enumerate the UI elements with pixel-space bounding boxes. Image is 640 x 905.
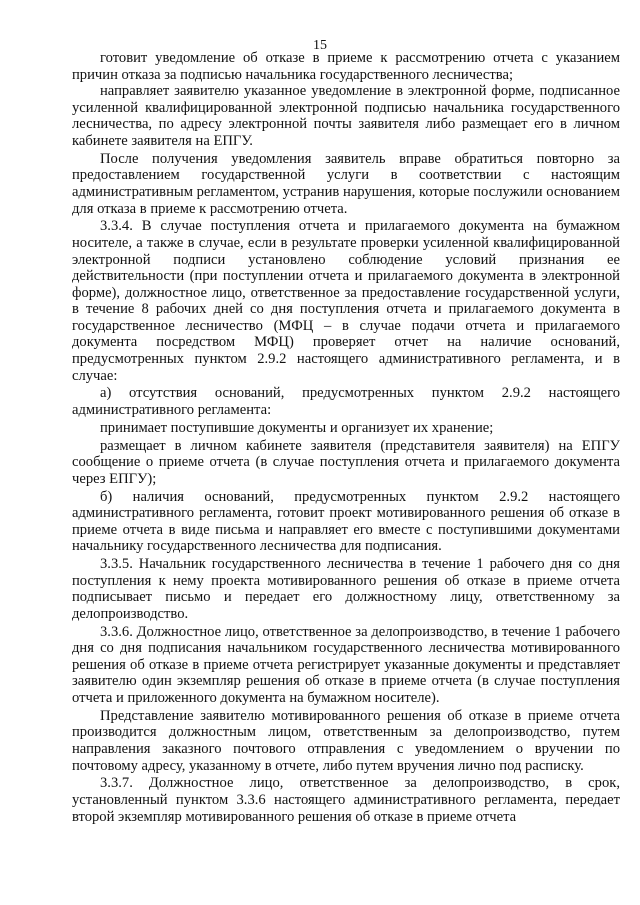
paragraph-11: Представление заявителю мотивированного решения об отказе в приеме отчета производится должностным лицом, ответственным за делопроизводство, путем направления заказного почтового отправления с уведомлением о вручении по почтовому адресу, указанному в отчете, либо путем вручения лично под расписку. — [72, 707, 620, 774]
paragraph-6: принимает поступившие документы и организует их хранение; — [100, 419, 494, 436]
page-number: 15 — [313, 38, 327, 53]
paragraph-5: а) отсутствия оснований, предусмотренных пунктом 2.9.2 настоящего административного регламента: — [72, 385, 620, 419]
document-body — [72, 50, 620, 826]
paragraph-10: 3.3.6. Должностное лицо, ответственное за делопроизводство, в течение 1 рабочего дня со дня подписания начальником государственного лесничества мотивированного решения об отказе в приеме отчета регистрирует указанные документы и представляет заявителю один экземпляр решения об отказе в приеме отчета (в случае поступления отчета и приложенного документа на бумажном носителе). — [72, 623, 620, 707]
paragraph-12: 3.3.7. Должностное лицо, ответственное за делопроизводство, в срок, установленный пунктом 3.3.6 настоящего административного регламента, передает второй экземпляр мотивированного решения об отказе в приеме отчета — [72, 775, 620, 825]
paragraph-9: 3.3.5. Начальник государственного лесничества в течение 1 рабочего дня со дня поступления к нему проекта мотивированного решения об отказе в приеме отчета подписывает письмо и передает его должностному лицу, ответственному за делопроизводство. — [72, 556, 620, 622]
paragraph-7: размещает в личном кабинете заявителя (представителя заявителя) на ЕПГУ сообщение о приеме отчета (в случае поступления отчета и прилагаемого документа через ЕПГУ); — [72, 437, 620, 487]
paragraph-2: направляет заявителю указанное уведомление в электронной форме, подписанное усиленной квалифицированной электронной подписью начальника государственного лесничества, по адресу электронной почты заявителя либо размещает его в личном кабинете заявителя на ЕПГУ. — [72, 83, 620, 149]
paragraph-8: б) наличия оснований, предусмотренных пунктом 2.9.2 настоящего административного регламента, готовит проект мотивированного решения об отказе в приеме отчета в виде письма и направляет его вместе с поступившими документами начальнику государственного лесничества для подписания. — [72, 488, 620, 555]
paragraph-3: После получения уведомления заявитель вправе обратиться повторно за предоставлением государственной услуги в соответствии с настоящим административным регламентом, устранив нарушения, которые послужили основанием для отказа в приеме к рассмотрению отчета. — [72, 150, 620, 217]
paragraph-1: готовит уведомление об отказе в приеме к рассмотрению отчета с указанием причин отказа за подписью начальника государственного лесничества; — [72, 50, 620, 83]
paragraph-4: 3.3.4. В случае поступления отчета и прилагаемого документа на бумажном носителе, а также в случае, если в результате проверки усиленной квалифицированной электронной подписи установлено соблюдение условий признания ее действительности (при поступлении отчета и прилагаемого документа в электронной форме), должностное лицо, ответственное за предоставление государственной услуги, в течение 8 рабочих дней со дня поступления отчета и прилагаемого документа в государственное лесничество (МФЦ – в случае подачи отчета и прилагаемого документа посредством МФЦ) проверяет отчет на наличие оснований, предусмотренных пунктом 2.9.2 настоящего административного регламента, и в случае: — [72, 218, 620, 384]
